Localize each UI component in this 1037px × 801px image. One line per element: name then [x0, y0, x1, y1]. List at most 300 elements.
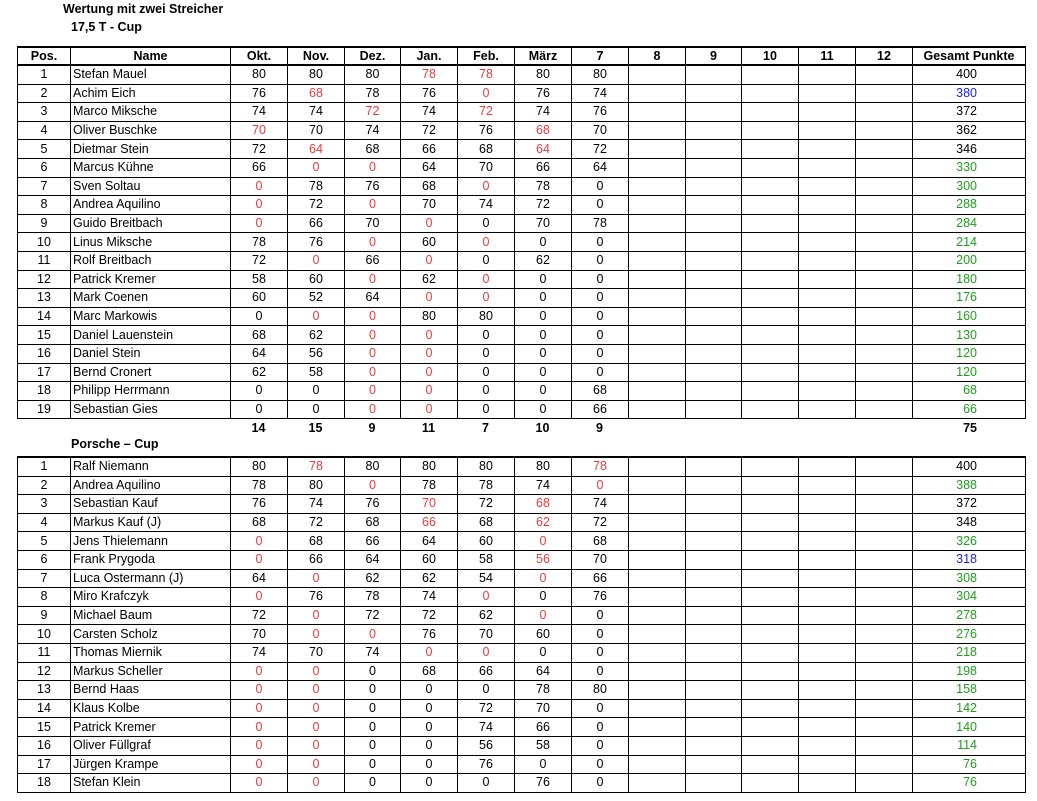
- race-points-cell: 0: [515, 643, 572, 662]
- empty-race-cell: [686, 326, 742, 345]
- column-header: 8: [629, 47, 686, 65]
- race-points-cell: 0: [231, 662, 288, 681]
- driver-name-cell: Sven Soltau: [71, 177, 231, 196]
- race-points-cell: 62: [401, 569, 458, 588]
- race-points-cell: 76: [572, 103, 629, 122]
- empty-race-cell: [799, 643, 856, 662]
- race-points-cell: 68: [401, 662, 458, 681]
- total-points-cell: 380: [913, 84, 1026, 103]
- position-cell: 18: [18, 382, 71, 401]
- race-points-cell: 66: [515, 718, 572, 737]
- race-points-cell: 78: [458, 476, 515, 495]
- empty-race-cell: [629, 662, 686, 681]
- table-row: [18, 550, 1026, 569]
- empty-race-cell: [799, 270, 856, 289]
- total-points-cell: 160: [913, 307, 1026, 326]
- total-points-cell: 142: [913, 699, 1026, 718]
- empty-race-cell: [629, 251, 686, 270]
- race-points-cell: 0: [401, 382, 458, 401]
- total-points-cell: 276: [913, 625, 1026, 644]
- total-points-cell: 200: [913, 251, 1026, 270]
- empty-race-cell: [629, 495, 686, 514]
- race-points-cell: 78: [345, 84, 401, 103]
- empty-race-cell: [856, 532, 913, 551]
- empty-race-cell: [629, 699, 686, 718]
- table-row: [18, 121, 1026, 140]
- driver-name-cell: Frank Prygoda: [71, 550, 231, 569]
- race-points-cell: 0: [231, 307, 288, 326]
- race-points-cell: 0: [345, 625, 401, 644]
- race-points-cell: 58: [288, 363, 345, 382]
- race-points-cell: 70: [458, 158, 515, 177]
- column-header: Dez.: [345, 47, 401, 65]
- total-points-cell: 326: [913, 532, 1026, 551]
- race-points-cell: 66: [401, 140, 458, 159]
- race-total-value: 9: [596, 421, 603, 435]
- table-row: [18, 457, 1026, 476]
- empty-race-cell: [742, 270, 799, 289]
- race-points-cell: 62: [458, 606, 515, 625]
- race-points-cell: 76: [572, 588, 629, 607]
- race-points-cell: 0: [288, 736, 345, 755]
- empty-race-cell: [742, 214, 799, 233]
- total-points-cell: 180: [913, 270, 1026, 289]
- empty-race-cell: [742, 344, 799, 363]
- empty-race-cell: [856, 400, 913, 419]
- empty-race-cell: [629, 84, 686, 103]
- race-points-cell: 0: [231, 400, 288, 419]
- empty-race-cell: [742, 588, 799, 607]
- empty-race-cell: [742, 681, 799, 700]
- empty-race-cell: [686, 476, 742, 495]
- position-cell: 15: [18, 326, 71, 345]
- race-points-cell: 0: [458, 344, 515, 363]
- table-row: [18, 643, 1026, 662]
- table-row: [18, 289, 1026, 308]
- race-points-cell: 80: [231, 457, 288, 476]
- race-points-cell: 78: [572, 457, 629, 476]
- table-row: [18, 625, 1026, 644]
- total-points-cell: 76: [913, 774, 1026, 793]
- page-title: Wertung mit zwei Streicher: [63, 2, 224, 16]
- table-row: [18, 307, 1026, 326]
- race-points-cell: 0: [515, 606, 572, 625]
- empty-race-cell: [799, 382, 856, 401]
- empty-race-cell: [799, 65, 856, 84]
- race-points-cell: 80: [401, 307, 458, 326]
- empty-race-cell: [799, 625, 856, 644]
- race-points-cell: 0: [288, 606, 345, 625]
- race-points-cell: 68: [572, 382, 629, 401]
- race-total-value: 10: [535, 421, 550, 435]
- empty-race-cell: [856, 121, 913, 140]
- driver-name-cell: Sebastian Gies: [71, 400, 231, 419]
- race-points-cell: 72: [231, 251, 288, 270]
- race-points-cell: 0: [572, 736, 629, 755]
- driver-name-cell: Miro Krafczyk: [71, 588, 231, 607]
- race-points-cell: 0: [401, 774, 458, 793]
- total-points-cell: 120: [913, 363, 1026, 382]
- total-points-cell: 158: [913, 681, 1026, 700]
- race-points-cell: 0: [345, 382, 401, 401]
- total-points-cell: 318: [913, 550, 1026, 569]
- race-points-cell: 60: [231, 289, 288, 308]
- empty-race-cell: [629, 326, 686, 345]
- empty-race-cell: [856, 681, 913, 700]
- empty-race-cell: [799, 363, 856, 382]
- position-cell: 8: [18, 196, 71, 215]
- race-points-cell: 60: [401, 233, 458, 252]
- empty-race-cell: [686, 681, 742, 700]
- race-points-cell: 0: [458, 251, 515, 270]
- table-row: [18, 140, 1026, 159]
- empty-race-cell: [742, 736, 799, 755]
- empty-race-cell: [856, 736, 913, 755]
- race-points-cell: 80: [231, 65, 288, 84]
- driver-name-cell: Ralf Niemann: [71, 457, 231, 476]
- empty-race-cell: [686, 196, 742, 215]
- race-points-cell: 78: [231, 476, 288, 495]
- race-points-cell: 60: [401, 550, 458, 569]
- race-points-cell: 68: [515, 121, 572, 140]
- empty-race-cell: [629, 476, 686, 495]
- race-points-cell: 0: [288, 662, 345, 681]
- race-points-cell: 0: [231, 382, 288, 401]
- empty-race-cell: [799, 214, 856, 233]
- table-row: [18, 699, 1026, 718]
- total-points-cell: 400: [913, 65, 1026, 84]
- race-points-cell: 76: [515, 84, 572, 103]
- empty-race-cell: [629, 755, 686, 774]
- race-points-cell: 0: [458, 289, 515, 308]
- race-points-cell: 68: [401, 177, 458, 196]
- driver-name-cell: Guido Breitbach: [71, 214, 231, 233]
- race-points-cell: 80: [288, 476, 345, 495]
- race-points-cell: 0: [572, 774, 629, 793]
- race-points-cell: 78: [515, 681, 572, 700]
- race-points-cell: 0: [345, 699, 401, 718]
- empty-race-cell: [742, 699, 799, 718]
- race-points-cell: 68: [572, 532, 629, 551]
- race-points-cell: 0: [401, 736, 458, 755]
- race-points-cell: 68: [288, 532, 345, 551]
- total-points-cell: 214: [913, 233, 1026, 252]
- race-points-cell: 0: [345, 681, 401, 700]
- empty-race-cell: [742, 140, 799, 159]
- race-points-cell: 66: [572, 400, 629, 419]
- race-points-cell: 0: [572, 344, 629, 363]
- race-points-cell: 66: [288, 214, 345, 233]
- race-points-cell: 52: [288, 289, 345, 308]
- race-points-cell: 70: [231, 625, 288, 644]
- race-points-cell: 0: [515, 270, 572, 289]
- race-points-cell: 70: [572, 121, 629, 140]
- race-points-cell: 72: [288, 513, 345, 532]
- race-points-cell: 68: [231, 326, 288, 345]
- race-points-cell: 66: [231, 158, 288, 177]
- empty-race-cell: [686, 251, 742, 270]
- total-points-cell: 308: [913, 569, 1026, 588]
- empty-race-cell: [629, 158, 686, 177]
- race-points-cell: 78: [231, 233, 288, 252]
- column-header: 11: [799, 47, 856, 65]
- race-points-cell: 0: [572, 233, 629, 252]
- position-cell: 9: [18, 606, 71, 625]
- race-points-cell: 0: [401, 344, 458, 363]
- total-points-cell: 388: [913, 476, 1026, 495]
- table-row: [18, 606, 1026, 625]
- empty-race-cell: [686, 270, 742, 289]
- race-points-cell: 74: [231, 643, 288, 662]
- race-points-cell: 62: [288, 326, 345, 345]
- race-total-value: 15: [308, 421, 323, 435]
- empty-race-cell: [742, 326, 799, 345]
- position-cell: 7: [18, 177, 71, 196]
- driver-name-cell: Daniel Stein: [71, 344, 231, 363]
- empty-race-cell: [742, 289, 799, 308]
- race-points-cell: 56: [515, 550, 572, 569]
- race-points-cell: 66: [345, 532, 401, 551]
- race-points-cell: 76: [401, 625, 458, 644]
- empty-race-cell: [686, 550, 742, 569]
- empty-race-cell: [686, 755, 742, 774]
- race-points-cell: 0: [231, 774, 288, 793]
- empty-race-cell: [686, 177, 742, 196]
- race-points-cell: 72: [458, 699, 515, 718]
- race-points-cell: 70: [515, 699, 572, 718]
- empty-race-cell: [799, 326, 856, 345]
- empty-race-cell: [629, 569, 686, 588]
- empty-race-cell: [742, 307, 799, 326]
- empty-race-cell: [629, 270, 686, 289]
- position-cell: 19: [18, 400, 71, 419]
- race-points-cell: 74: [572, 84, 629, 103]
- empty-race-cell: [799, 457, 856, 476]
- column-header: 7: [572, 47, 629, 65]
- empty-race-cell: [686, 513, 742, 532]
- race-points-cell: 0: [288, 625, 345, 644]
- empty-race-cell: [742, 718, 799, 737]
- empty-race-cell: [629, 214, 686, 233]
- driver-name-cell: Philipp Herrmann: [71, 382, 231, 401]
- race-points-cell: 72: [401, 606, 458, 625]
- race-points-cell: 72: [345, 103, 401, 122]
- empty-race-cell: [686, 121, 742, 140]
- empty-race-cell: [742, 363, 799, 382]
- race-points-cell: 70: [288, 121, 345, 140]
- empty-race-cell: [856, 196, 913, 215]
- empty-race-cell: [856, 513, 913, 532]
- driver-name-cell: Dietmar Stein: [71, 140, 231, 159]
- empty-race-cell: [856, 550, 913, 569]
- race-points-cell: 64: [515, 662, 572, 681]
- race-points-cell: 66: [572, 569, 629, 588]
- driver-name-cell: Sebastian Kauf: [71, 495, 231, 514]
- race-points-cell: 76: [458, 755, 515, 774]
- race-points-cell: 72: [231, 140, 288, 159]
- empty-race-cell: [799, 606, 856, 625]
- empty-race-cell: [799, 699, 856, 718]
- race-points-cell: 78: [458, 65, 515, 84]
- race-points-cell: 72: [515, 196, 572, 215]
- empty-race-cell: [686, 233, 742, 252]
- race-points-cell: 0: [572, 699, 629, 718]
- race-points-cell: 0: [288, 251, 345, 270]
- empty-race-cell: [629, 121, 686, 140]
- race-points-cell: 60: [288, 270, 345, 289]
- driver-name-cell: Markus Scheller: [71, 662, 231, 681]
- race-points-cell: 76: [515, 774, 572, 793]
- empty-race-cell: [856, 662, 913, 681]
- driver-name-cell: Jürgen Krampe: [71, 755, 231, 774]
- empty-race-cell: [742, 196, 799, 215]
- table-row: [18, 270, 1026, 289]
- driver-name-cell: Klaus Kolbe: [71, 699, 231, 718]
- empty-race-cell: [799, 513, 856, 532]
- total-points-cell: 76: [913, 755, 1026, 774]
- driver-name-cell: Mark Coenen: [71, 289, 231, 308]
- race-points-cell: 0: [288, 681, 345, 700]
- empty-race-cell: [686, 643, 742, 662]
- race-points-cell: 64: [288, 140, 345, 159]
- race-points-cell: 74: [345, 121, 401, 140]
- race-points-cell: 0: [288, 699, 345, 718]
- driver-name-cell: Jens Thielemann: [71, 532, 231, 551]
- race-points-cell: 74: [288, 103, 345, 122]
- empty-race-cell: [742, 550, 799, 569]
- race-points-cell: 0: [401, 251, 458, 270]
- total-points-cell: 218: [913, 643, 1026, 662]
- empty-race-cell: [799, 84, 856, 103]
- race-points-cell: 76: [401, 84, 458, 103]
- empty-race-cell: [742, 400, 799, 419]
- position-cell: 9: [18, 214, 71, 233]
- race-points-cell: 74: [288, 495, 345, 514]
- empty-race-cell: [856, 606, 913, 625]
- empty-race-cell: [629, 550, 686, 569]
- empty-race-cell: [799, 289, 856, 308]
- table-row: [18, 495, 1026, 514]
- race-points-cell: 0: [401, 718, 458, 737]
- empty-race-cell: [856, 65, 913, 84]
- empty-race-cell: [742, 476, 799, 495]
- position-cell: 14: [18, 307, 71, 326]
- empty-race-cell: [742, 233, 799, 252]
- race-points-cell: 0: [345, 363, 401, 382]
- driver-name-cell: Patrick Kremer: [71, 718, 231, 737]
- race-total-value: 11: [421, 421, 436, 435]
- race-points-cell: 80: [345, 457, 401, 476]
- empty-race-cell: [629, 532, 686, 551]
- race-points-cell: 0: [515, 569, 572, 588]
- race-points-cell: 0: [401, 326, 458, 345]
- driver-name-cell: Marc Markowis: [71, 307, 231, 326]
- position-cell: 11: [18, 251, 71, 270]
- total-points-cell: 330: [913, 158, 1026, 177]
- empty-race-cell: [742, 643, 799, 662]
- race-total-value: 14: [251, 421, 266, 435]
- empty-race-cell: [856, 307, 913, 326]
- driver-name-cell: Bernd Haas: [71, 681, 231, 700]
- driver-name-cell: Markus Kauf (J): [71, 513, 231, 532]
- driver-name-cell: Marcus Kühne: [71, 158, 231, 177]
- race-points-cell: 0: [572, 270, 629, 289]
- race-participant-totals: [17, 420, 1026, 438]
- empty-race-cell: [742, 662, 799, 681]
- race-points-cell: 0: [572, 289, 629, 308]
- race-points-cell: 0: [345, 662, 401, 681]
- grand-total-value: 75: [963, 421, 977, 435]
- race-points-cell: 0: [458, 774, 515, 793]
- race-points-cell: 0: [345, 718, 401, 737]
- table-row: [18, 718, 1026, 737]
- empty-race-cell: [742, 774, 799, 793]
- race-points-cell: 0: [572, 718, 629, 737]
- empty-race-cell: [856, 158, 913, 177]
- table-row: [18, 400, 1026, 419]
- race-points-cell: 74: [345, 643, 401, 662]
- total-points-cell: 288: [913, 196, 1026, 215]
- race-points-cell: 0: [288, 718, 345, 737]
- race-points-cell: 0: [231, 718, 288, 737]
- race-points-cell: 60: [458, 532, 515, 551]
- empty-race-cell: [799, 588, 856, 607]
- race-points-cell: 56: [288, 344, 345, 363]
- empty-race-cell: [799, 103, 856, 122]
- table-row: [18, 569, 1026, 588]
- race-points-cell: 0: [231, 550, 288, 569]
- empty-race-cell: [686, 606, 742, 625]
- race-points-cell: 54: [458, 569, 515, 588]
- race-points-cell: 78: [572, 214, 629, 233]
- race-points-cell: 0: [288, 158, 345, 177]
- race-points-cell: 0: [345, 400, 401, 419]
- race-points-cell: 74: [458, 718, 515, 737]
- empty-race-cell: [742, 158, 799, 177]
- empty-race-cell: [856, 495, 913, 514]
- empty-race-cell: [799, 251, 856, 270]
- cup-title-17-5: 17,5 T - Cup: [71, 20, 142, 34]
- race-points-cell: 0: [345, 233, 401, 252]
- race-points-cell: 0: [515, 326, 572, 345]
- race-points-cell: 76: [458, 121, 515, 140]
- race-points-cell: 72: [572, 140, 629, 159]
- position-cell: 16: [18, 344, 71, 363]
- empty-race-cell: [686, 718, 742, 737]
- race-points-cell: 0: [288, 400, 345, 419]
- race-points-cell: 0: [345, 270, 401, 289]
- race-points-cell: 0: [231, 755, 288, 774]
- column-header: 9: [686, 47, 742, 65]
- empty-race-cell: [686, 774, 742, 793]
- race-points-cell: 0: [401, 400, 458, 419]
- empty-race-cell: [629, 774, 686, 793]
- empty-race-cell: [686, 625, 742, 644]
- position-cell: 12: [18, 270, 71, 289]
- empty-race-cell: [686, 662, 742, 681]
- empty-race-cell: [629, 103, 686, 122]
- empty-race-cell: [629, 588, 686, 607]
- empty-race-cell: [742, 382, 799, 401]
- driver-name-cell: Daniel Lauenstein: [71, 326, 231, 345]
- race-total-value: 9: [368, 421, 376, 435]
- empty-race-cell: [799, 121, 856, 140]
- race-points-cell: 78: [288, 457, 345, 476]
- table-row: [18, 214, 1026, 233]
- race-points-cell: 0: [458, 270, 515, 289]
- position-cell: 18: [18, 774, 71, 793]
- column-header: Name: [71, 47, 231, 65]
